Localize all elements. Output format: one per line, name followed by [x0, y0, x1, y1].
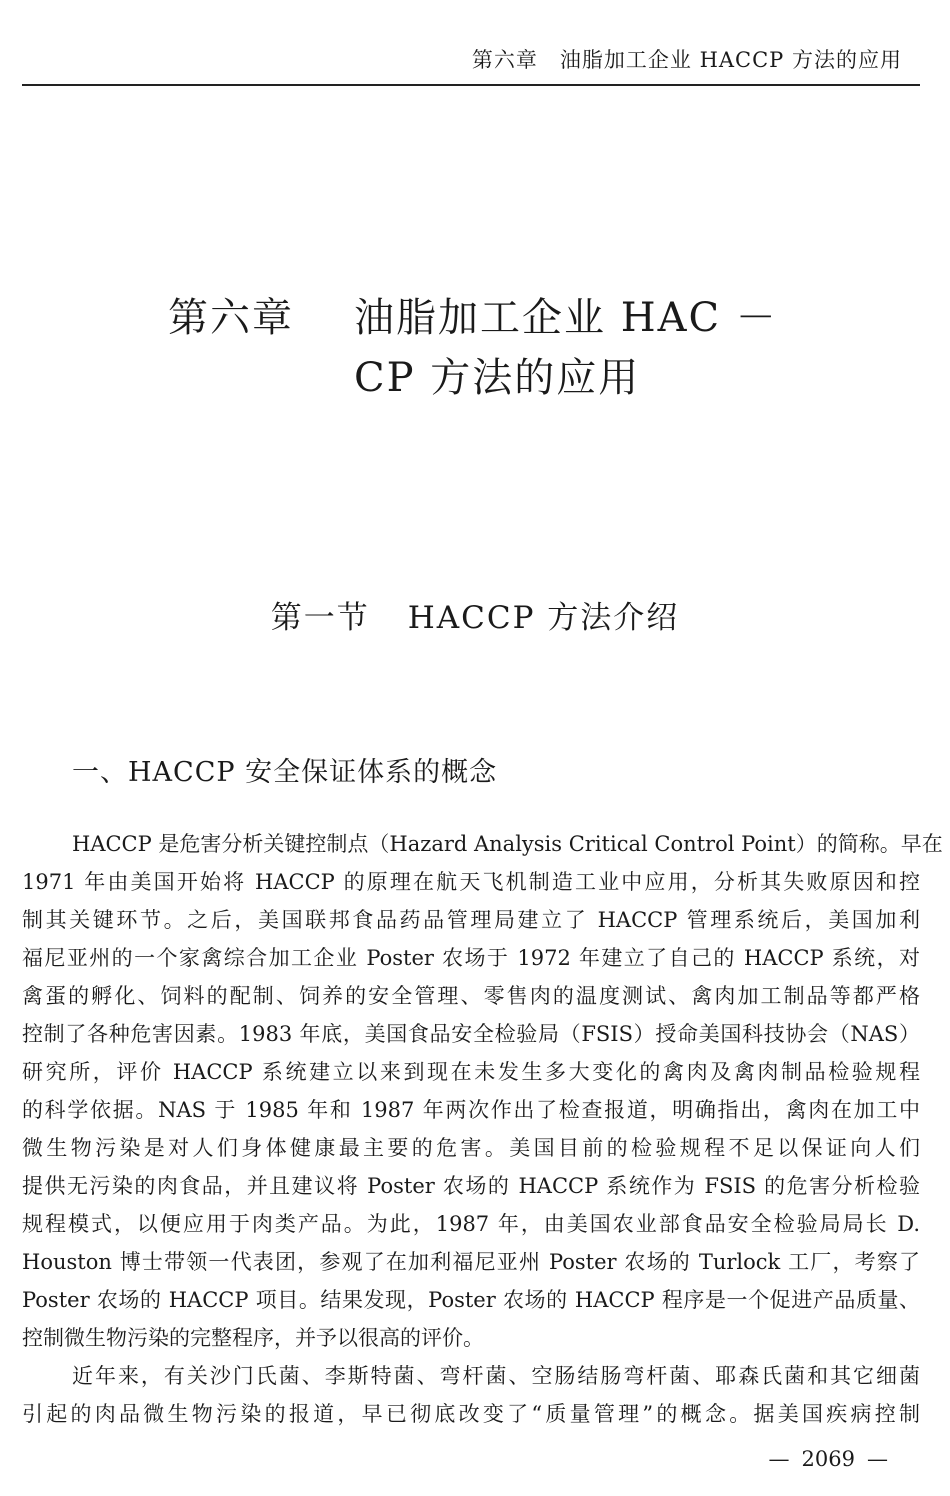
body-line: Houston 博士带领一代表团，参观了在加利福尼亚州 Poster 农场的 Turlock 工厂，考察了: [22, 1250, 920, 1274]
body-line: 的科学依据。NAS 于 1985 年和 1987 年两次作出了检查报道，明确指出，禽肉在加工中: [22, 1098, 920, 1122]
section-label: 第一节: [270, 600, 370, 636]
body-line: 控制了各种危害因素。1983 年底，美国食品安全检验局（FSIS）授命美国科技协会（NAS）: [22, 1022, 920, 1046]
body-line: 1971 年由美国开始将 HACCP 的原理在航天飞机制造工业中应用，分析其失败原因和控: [22, 870, 920, 894]
subsection-title: 一、HACCP 安全保证体系的概念: [72, 757, 498, 788]
body-text: [22, 825, 943, 1433]
body-line: 近年来，有关沙门氏菌、李斯特菌、弯杆菌、空肠结肠弯杆菌、耶森氏菌和其它细菌: [72, 1364, 920, 1388]
running-header: 第六章 油脂加工企业 HACCP 方法的应用: [471, 48, 902, 72]
section-title: [0, 592, 950, 637]
body-line: 提供无污染的肉食品，并且建议将 Poster 农场的 HACCP 系统作为 FSIS 的危害分析检验: [22, 1174, 920, 1198]
chapter-title-line-2: CP 方法的应用: [354, 355, 641, 401]
header-rule: [22, 84, 920, 86]
body-line: 控制微生物污染的完整程序，并予以很高的评价。: [22, 1326, 484, 1350]
body-line: 微生物污染是对人们身体健康最主要的危害。美国目前的检验规程不足以保证向人们: [22, 1136, 920, 1160]
body-line: 规程模式，以便应用于肉类产品。为此，1987 年，由美国农业部食品安全检验局局长 D.: [22, 1212, 920, 1236]
page-number: [757, 1447, 900, 1471]
chapter-title-text-1: 油脂加工企业 HAC －: [354, 295, 778, 341]
body-line: 禽蛋的孵化、饲料的配制、饲养的安全管理、零售肉的温度测试、禽肉加工制品等都严格: [22, 984, 920, 1008]
page-number-dash-right: —: [867, 1447, 888, 1471]
page-number-value: 2069: [801, 1447, 855, 1471]
body-line: 福尼亚州的一个家禽综合加工企业 Poster 农场于 1972 年建立了自己的 HACCP 系统，对: [22, 946, 920, 970]
chapter-title: [168, 288, 778, 408]
body-line: 研究所，评价 HACCP 系统建立以来到现在未发生多大变化的禽肉及禽肉制品检验规程: [22, 1060, 920, 1084]
chapter-title-line-1: [168, 288, 778, 348]
page-number-dash-left: —: [768, 1447, 790, 1471]
chapter-label: 第六章: [168, 295, 294, 341]
body-line: Poster 农场的 HACCP 项目。结果发现，Poster 农场的 HACCP 程序是一个促进产品质量、: [22, 1288, 920, 1312]
body-line: 引起的肉品微生物污染的报道，早已彻底改变了“质量管理”的概念。据美国疾病控制: [22, 1402, 920, 1426]
section-title-text: HACCP 方法介绍: [407, 600, 680, 636]
body-line: HACCP 是危害分析关键控制点（Hazard Analysis Critical Control Point）的简称。早在: [72, 832, 943, 856]
body-line: 制其关键环节。之后，美国联邦食品药品管理局建立了 HACCP 管理系统后，美国加利: [22, 908, 920, 932]
